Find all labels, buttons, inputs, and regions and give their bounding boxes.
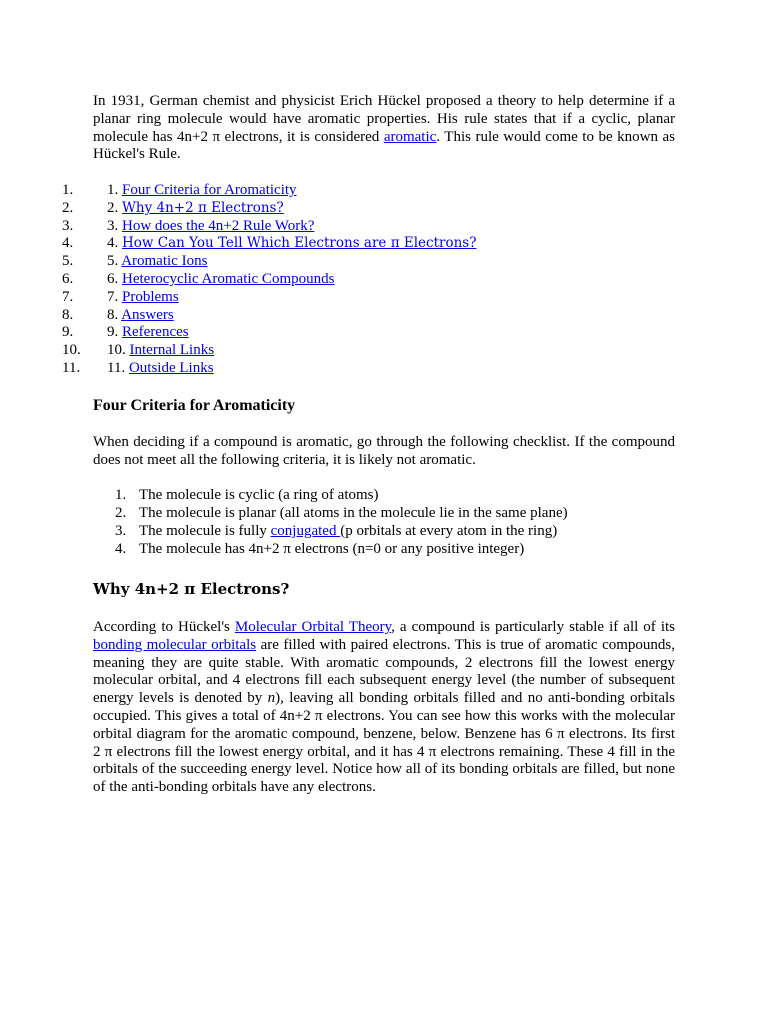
toc-number: 8. bbox=[62, 306, 74, 323]
criteria-number: 3. bbox=[115, 523, 127, 539]
toc-prefix: 3. bbox=[107, 217, 122, 234]
table-of-contents bbox=[62, 182, 476, 378]
section-heading-why-4n2: Why 4n+2 π Electrons? bbox=[93, 580, 290, 598]
toc-item bbox=[62, 200, 476, 218]
toc-prefix: 7. bbox=[107, 288, 122, 305]
toc-link-heterocyclic[interactable]: Heterocyclic Aromatic Compounds bbox=[122, 270, 335, 287]
criteria-item bbox=[93, 487, 568, 505]
toc-prefix: 8. bbox=[107, 306, 122, 323]
toc-number: 7. bbox=[62, 288, 74, 305]
why-text-4: ), leaving all bonding orbitals filled and no anti-bonding orbitals occupied. This gives a total of 4n+2 π electrons. You can see how this works with the molecular orbital diagram for the aromatic compound, benzene, below. Benzene has 6 π electrons. Its first 2 π electrons fill the lowest energy orbital, and it has 4 π electrons remaining. These 4 fill in the orbitals of the succeeding energy level. Notice how all of its bonding orbitals are filled, but none of the anti-bonding orbitals have any electrons. bbox=[93, 690, 676, 796]
why-text-3: are filled with paired electrons. This is true of aromatic compounds, meaning they are quite stable. With aromatic compounds, 2 electrons fill the lowest energy molecular orbital, and 4 electrons fill each subsequent energy level (the number of subsequent energy levels is denoted by bbox=[93, 636, 675, 707]
toc-prefix: 4. bbox=[107, 235, 122, 252]
toc-link-rule-work[interactable]: How does the 4n+2 Rule Work? bbox=[122, 217, 315, 234]
criteria-text: (p orbitals at every atom in the ring) bbox=[340, 523, 558, 539]
toc-item bbox=[62, 289, 476, 307]
toc-number: 2. bbox=[62, 199, 74, 216]
toc-item bbox=[62, 342, 476, 360]
toc-number: 3. bbox=[62, 217, 74, 234]
intro-paragraph bbox=[93, 93, 675, 164]
toc-prefix: 6. bbox=[107, 270, 122, 287]
variable-n: n bbox=[267, 690, 276, 707]
toc-number: 10. bbox=[62, 342, 81, 359]
toc-link-references[interactable]: References bbox=[122, 324, 189, 341]
criteria-number-wrap bbox=[93, 541, 139, 559]
toc-prefix: 5. bbox=[107, 253, 122, 270]
toc-item bbox=[62, 360, 476, 378]
toc-item bbox=[62, 307, 476, 325]
toc-number: 11. bbox=[62, 359, 81, 376]
section-heading-four-criteria: Four Criteria for Aromaticity bbox=[93, 397, 296, 414]
toc-item bbox=[62, 253, 476, 271]
criteria-text: The molecule is fully bbox=[139, 523, 271, 539]
criteria-number-wrap bbox=[93, 487, 139, 505]
criteria-intro: When deciding if a compound is aromatic, go through the following checklist. If the compound does not meet all the following criteria, it is likely not aromatic. bbox=[93, 434, 675, 468]
criteria-number: 1. bbox=[115, 487, 127, 503]
toc-link-internal-links[interactable]: Internal Links bbox=[129, 342, 215, 359]
criteria-item bbox=[93, 541, 568, 559]
molecular-orbital-theory-link[interactable]: Molecular Orbital Theory bbox=[234, 619, 392, 635]
why-text-2: , a compound is particularly stable if all of its bbox=[391, 619, 675, 635]
toc-item bbox=[62, 182, 476, 200]
toc-prefix: 11. bbox=[107, 359, 129, 376]
toc-number: 5. bbox=[62, 253, 74, 270]
toc-link-why-4n2[interactable]: Why 4n+2 π Electrons? bbox=[122, 199, 284, 216]
intro-paragraph-wrap bbox=[93, 93, 675, 164]
section-why-heading-wrap bbox=[93, 581, 675, 599]
toc-item bbox=[62, 235, 476, 253]
conjugated-link[interactable]: conjugated bbox=[270, 523, 341, 539]
criteria-text: The molecule is planar (all atoms in the molecule lie in the same plane) bbox=[139, 505, 568, 521]
why-paragraph-wrap bbox=[93, 619, 675, 797]
criteria-number-wrap bbox=[93, 505, 139, 523]
criteria-item bbox=[93, 523, 568, 541]
toc-link-aromatic-ions[interactable]: Aromatic Ions bbox=[121, 253, 208, 270]
criteria-intro-wrap bbox=[93, 434, 675, 470]
toc-number: 1. bbox=[62, 182, 74, 198]
toc-prefix: 2. bbox=[107, 199, 122, 216]
toc-link-problems[interactable]: Problems bbox=[122, 288, 179, 305]
toc-item bbox=[62, 324, 476, 342]
why-paragraph bbox=[93, 619, 675, 797]
toc-item bbox=[62, 218, 476, 236]
aromatic-link[interactable]: aromatic bbox=[383, 128, 437, 145]
criteria-item bbox=[93, 505, 568, 523]
section-four-criteria-heading-wrap bbox=[93, 397, 675, 415]
criteria-number: 4. bbox=[115, 541, 127, 557]
toc-link-four-criteria[interactable]: Four Criteria for Aromaticity bbox=[122, 182, 297, 198]
toc-number: 4. bbox=[62, 235, 74, 252]
intro-text-2: . This rule would come to be known as Hückel's Rule. bbox=[93, 128, 675, 163]
toc-prefix: 9. bbox=[107, 324, 122, 341]
toc-prefix: 1. bbox=[107, 182, 122, 198]
toc-link-answers[interactable]: Answers bbox=[121, 306, 174, 323]
toc-number: 9. bbox=[62, 324, 74, 341]
criteria-number-wrap bbox=[93, 523, 139, 541]
toc-link-outside-links[interactable]: Outside Links bbox=[128, 359, 214, 376]
criteria-text: The molecule is cyclic (a ring of atoms) bbox=[139, 487, 379, 503]
criteria-number: 2. bbox=[115, 505, 127, 521]
why-text-1: According to Hückel's bbox=[93, 619, 235, 635]
toc-item bbox=[62, 271, 476, 289]
toc-number: 6. bbox=[62, 270, 74, 287]
criteria-text: The molecule has 4n+2 π electrons (n=0 or any positive integer) bbox=[139, 541, 525, 557]
criteria-list bbox=[93, 487, 568, 559]
toc-prefix: 10. bbox=[107, 342, 130, 359]
intro-text-1: In 1931, German chemist and physicist Erich Hückel proposed a theory to help determine if a planar ring molecule would have aromatic properties. His rule states that if a cyclic, planar molecule has 4n+2 π electrons, it is considered bbox=[93, 93, 675, 145]
bonding-molecular-orbitals-link[interactable]: bonding molecular orbitals bbox=[93, 636, 257, 653]
toc-link-which-electrons[interactable]: How Can You Tell Which Electrons are π Electrons? bbox=[122, 235, 477, 252]
